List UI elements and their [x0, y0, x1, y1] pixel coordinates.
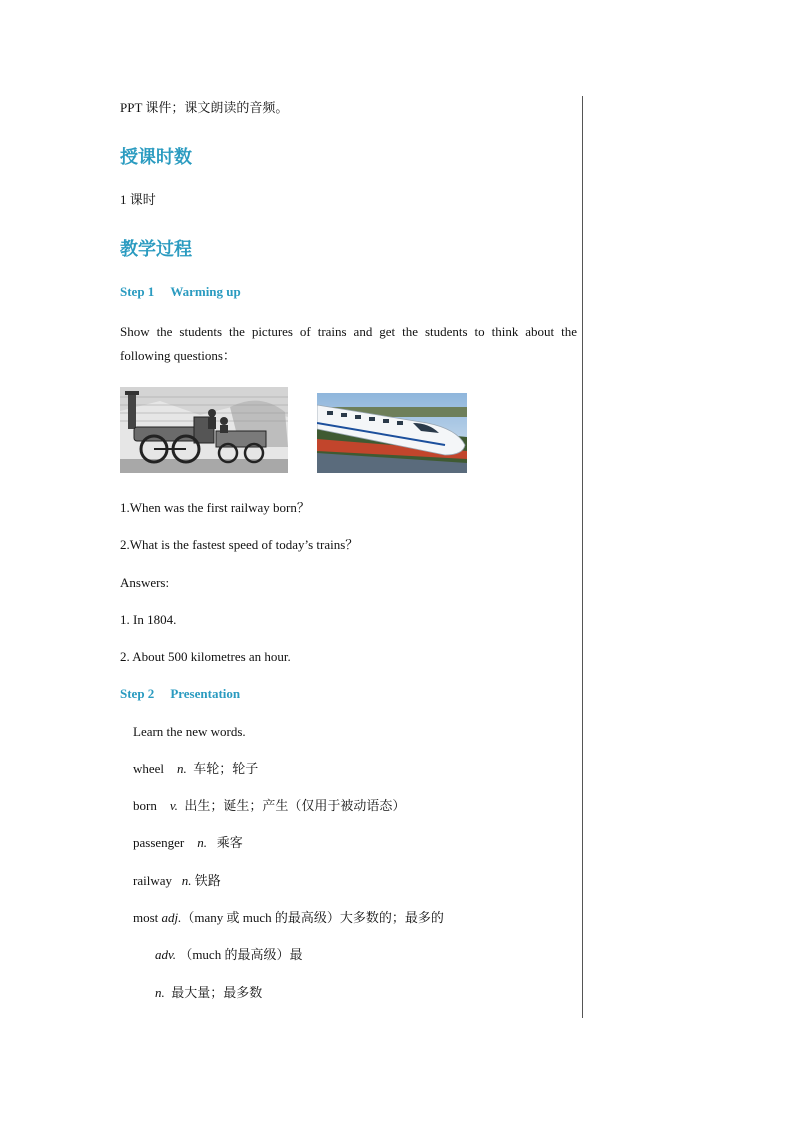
high-speed-train-image: [317, 393, 467, 473]
vocab-word: passenger: [133, 835, 185, 850]
vocab-pos: adv.: [155, 947, 177, 962]
vocab-pos: n.: [177, 761, 187, 776]
vocab-railway: [133, 872, 221, 890]
vocab-born: [133, 797, 405, 815]
step2-heading: [120, 686, 240, 702]
step1-label: Step 1: [120, 284, 155, 299]
vocab-most: [133, 909, 444, 927]
vocab-passenger: [133, 834, 243, 852]
step2-title: Presentation: [170, 686, 241, 701]
vocab-definition: 出生；诞生；产生（仅用于被动语态）: [184, 798, 406, 813]
step1-title: Warming up: [170, 284, 241, 299]
step2-intro: Learn the new words.: [133, 724, 246, 739]
hours-value: 1 课时: [120, 192, 156, 207]
question-2: 2.What is the fastest speed of today’s trains？: [120, 537, 359, 552]
vocab-definition: （many 或 much 的最高级）大多数的；最多的: [181, 910, 444, 925]
vocab-pos: n.: [155, 985, 165, 1000]
answers-label: Answers:: [120, 575, 170, 590]
step1-instruction: Show the students the pictures of trains and get the students to think about the following questions：: [120, 324, 577, 363]
vocab-most-adv: [155, 946, 302, 964]
vocab-word: born: [133, 798, 157, 813]
steam-locomotive-image: [120, 387, 288, 473]
vocab-definition: 最大量；最多数: [171, 985, 263, 1000]
vocab-definition: 车轮；轮子: [193, 761, 259, 776]
vocab-definition: 乘客: [216, 835, 243, 850]
vocab-pos: n.: [197, 835, 208, 850]
vocab-pos: n.: [181, 873, 192, 888]
step2-label: Step 2: [120, 686, 155, 701]
heading-process: 教学过程: [120, 239, 192, 260]
margin-rule: [582, 96, 583, 1018]
heading-hours: 授课时数: [120, 147, 192, 168]
answer-1: 1. In 1804.: [120, 612, 177, 627]
vocab-wheel: [133, 760, 258, 778]
vocab-pos: adj.: [161, 910, 182, 925]
step1-heading: [120, 284, 241, 300]
question-1: 1.When was the first railway born？: [120, 500, 310, 515]
vocab-definition: （much 的最高级）最: [179, 947, 303, 962]
materials-text: PPT 课件；课文朗读的音频。: [120, 100, 289, 115]
vocab-word: railway: [133, 873, 172, 888]
answer-2: 2. About 500 kilometres an hour.: [120, 649, 291, 664]
vocab-most-noun: [155, 984, 262, 1002]
vocab-word: most: [133, 910, 159, 925]
vocab-word: wheel: [133, 761, 165, 776]
vocab-pos: v.: [169, 798, 178, 813]
vocab-definition: 铁路: [194, 873, 221, 888]
